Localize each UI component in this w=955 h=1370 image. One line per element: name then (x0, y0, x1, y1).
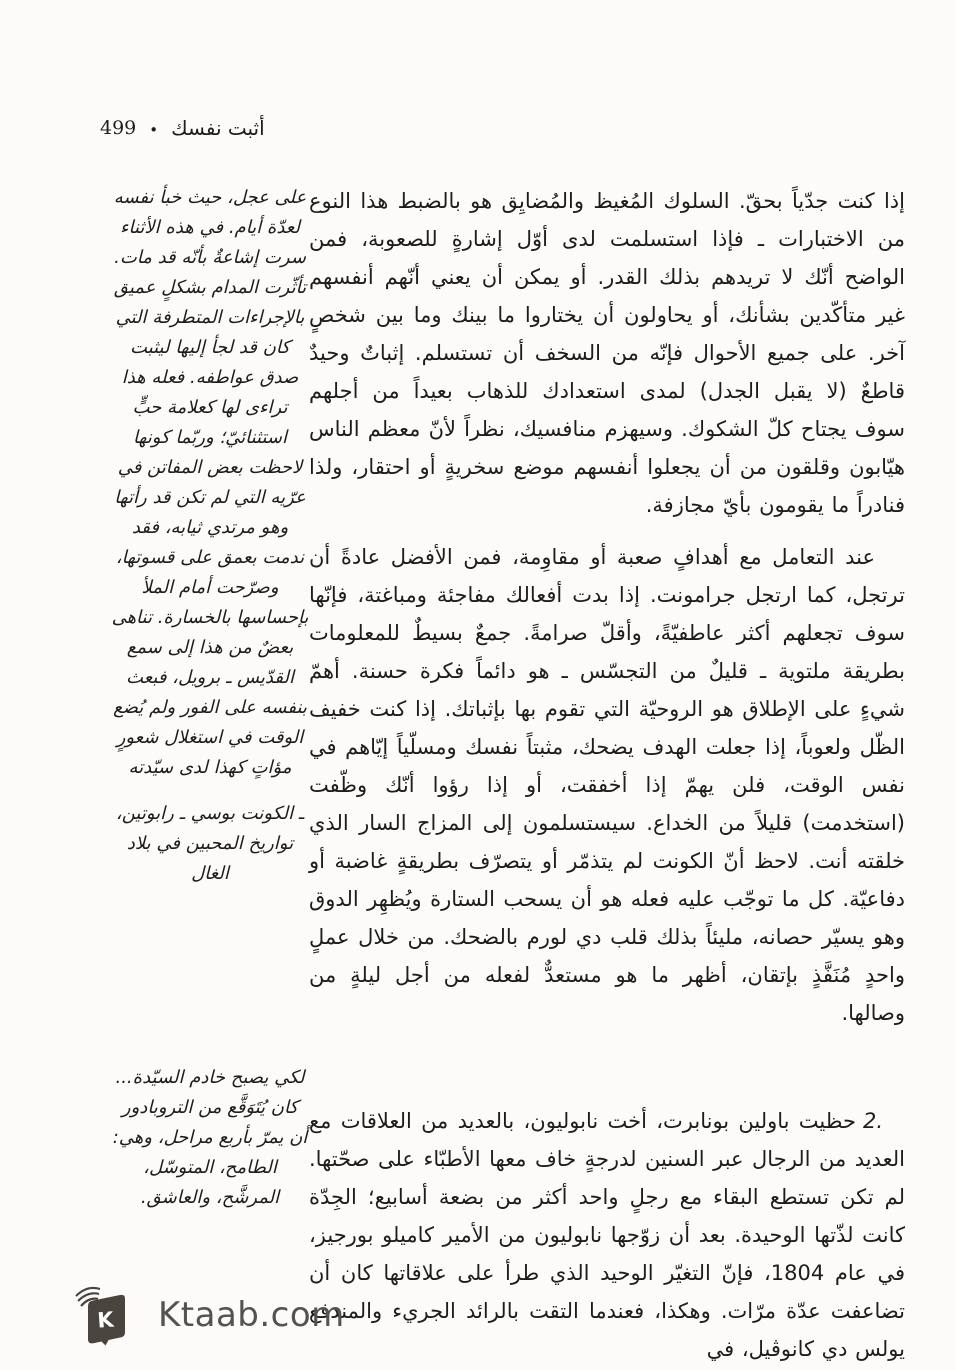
margin-note-1 (110, 183, 310, 889)
book-logo-icon (68, 1282, 142, 1348)
page-number: 499 (100, 117, 137, 139)
margin-note-text: على عجل، حيث خبأ نفسه لعدّة أيام. في هذه الأثناء سرت إشاعةٌ بأنّه قد مات. تأثّرت المدام بشكلٍ عميق بالإجراءات المتطرفة التي كان قد لجأ إليها ليثبت صدق عواطفه. فعله هذا تراءى لها كعلامة حبٍّ استثنائيّ؛ وربّما كونها لاحظت بعض المفاتن في عرّيه التي لم تكن قد رأتها وهو مرتدي ثيابه، فقد ندمت بعمق على قسوتها، وصرّحت أمام الملأ بإحساسها بالخسارة. تناهى بعضٌ من هذا إلى سمع القدّيس ـ برويل، فبعث بنفسه على الفور ولم يُضع الوقت في استغلال شعورٍ مؤاتٍ كهذا لدى سيّدته (111, 187, 309, 778)
paragraph: عند التعامل مع أهدافٍ صعبة أو مقاوِمة، فمن الأفضل عادةً أن ترتجل، كما ارتجل جرامونت. إذا بدت أفعالك مفاجئة ومباغتة، فإنّها سوف تجعلهم أكثر عاطفيّةً، وأقلّ صرامةً. جمعٌ بسيطٌ للمعلومات بطريقة ملتوية ـ قليلٌ من التجسّس ـ هو دائماً فكرة حسنة. أهمّ شيءٍ على الإطلاق هو الروحيّة التي تقوم بها بإثباتك. إذا كنت خفيف الظّل ولعوباً، إذا جعلت الهدف يضحك، مثبتاً نفسك ومسلّياً إيّاهم في نفس الوقت، فلن يهمّ إذا أخفقت، أو إذا رؤوا أنّك وظّفت (استخدمت) قليلاً من الخداع. سيستسلمون إلى المزاج السار الذي خلقته أنت. لاحظ أنّ الكونت لم يتذمّر أو يتصرّف بطريقةٍ غاضبة أو دفاعيّة. كل ما توجّب عليه فعله هو أن يسحب الستارة ويُظهِر الدوق وهو يسيّر حصانه، مليئاً بذلك قلب دي لورم بالضحك. من خلال عملٍ واحدٍ مُنَفَّذٍ بإتقان، أظهر ما هو مستعدٌّ لفعله من أجل ليلةٍ من وصالها. (309, 545, 905, 1025)
logo-text: Ktaab.com (158, 1295, 345, 1335)
paragraph: إذا كنت جدّياً بحقّ. السلوك المُغيظ والمُضايِق هو بالضبط هذا النوع من الاختبارات ـ فإذا استسلمت لدى أوّل إشارةٍ للصعوبة، فمن الواضح أنّك لا تريدهم بذلك القدر. أو يمكن أن يعني أنّهم أنفسهم غير متأكّدين بشأنك، أو يحاولون أن يختاروا ما بينك وما بين شخصٍ آخر. على جميع الأحوال فإنّه من السخف أن تستسلم. إثباتٌ وحيدٌ قاطعٌ (لا يقبل الجدل) لمدى استعدادك للذهاب بعيداً من أجلهم سوف يجتاح كلّ الشكوك. وسيهزم منافسيك، نظراً لأنّ معظم الناس هيّابون وقلقون من أن يجعلوا أنفسهم موضع سخريةٍ أو احتقار، ولذا فنادراً ما يقومون بأيّ مجازفة. (309, 189, 905, 517)
margin-note-text: لكي يصبح خادم السيّدة... كان يُتَوَقَّع من التروبادور أن يمرّ بأربع مراحل، وهي: الطامح، المتوسّل، المرشَّح، والعاشق. (112, 1067, 308, 1208)
item-number: 2. (862, 1109, 883, 1133)
bullet-separator: • (149, 120, 159, 139)
logo-letter: K (96, 1307, 115, 1333)
margin-notes-column (100, 0, 310, 1370)
running-title: أثبت نفسك (171, 116, 265, 140)
paragraph-text: حظيت باولين بونابرت، أخت نابوليون، بالعديد من العلاقات مع العديد من الرجال عبر السنين لدرجةٍ خاف معها الأطبّاء على صحّتها. لم تكن تستطع البقاء مع رجلٍ واحد أكثر من بضعة أسابيع؛ الجِدّة كانت لذّتها الوحيدة. بعد أن زوّجها نابوليون من الأمير كاميلو بورجيز، في عام 1804، فإنّ التغيّر الوحيد الذي طرأ على علاقاتها كان أن تضاعفت عدّة مرّات. وهكذا، فعندما التقت بالرائد الجريء والمندفع يولس دي كانوڤيل، في (309, 1109, 905, 1361)
numbered-paragraph (309, 1102, 905, 1368)
main-text-column (309, 182, 905, 1368)
footer-watermark (68, 1282, 345, 1348)
margin-note-2 (110, 1063, 310, 1213)
margin-attribution: ـ الكونت بوسي ـ رابوتين، تواريخ المحبين في بلاد الغال (115, 803, 305, 884)
